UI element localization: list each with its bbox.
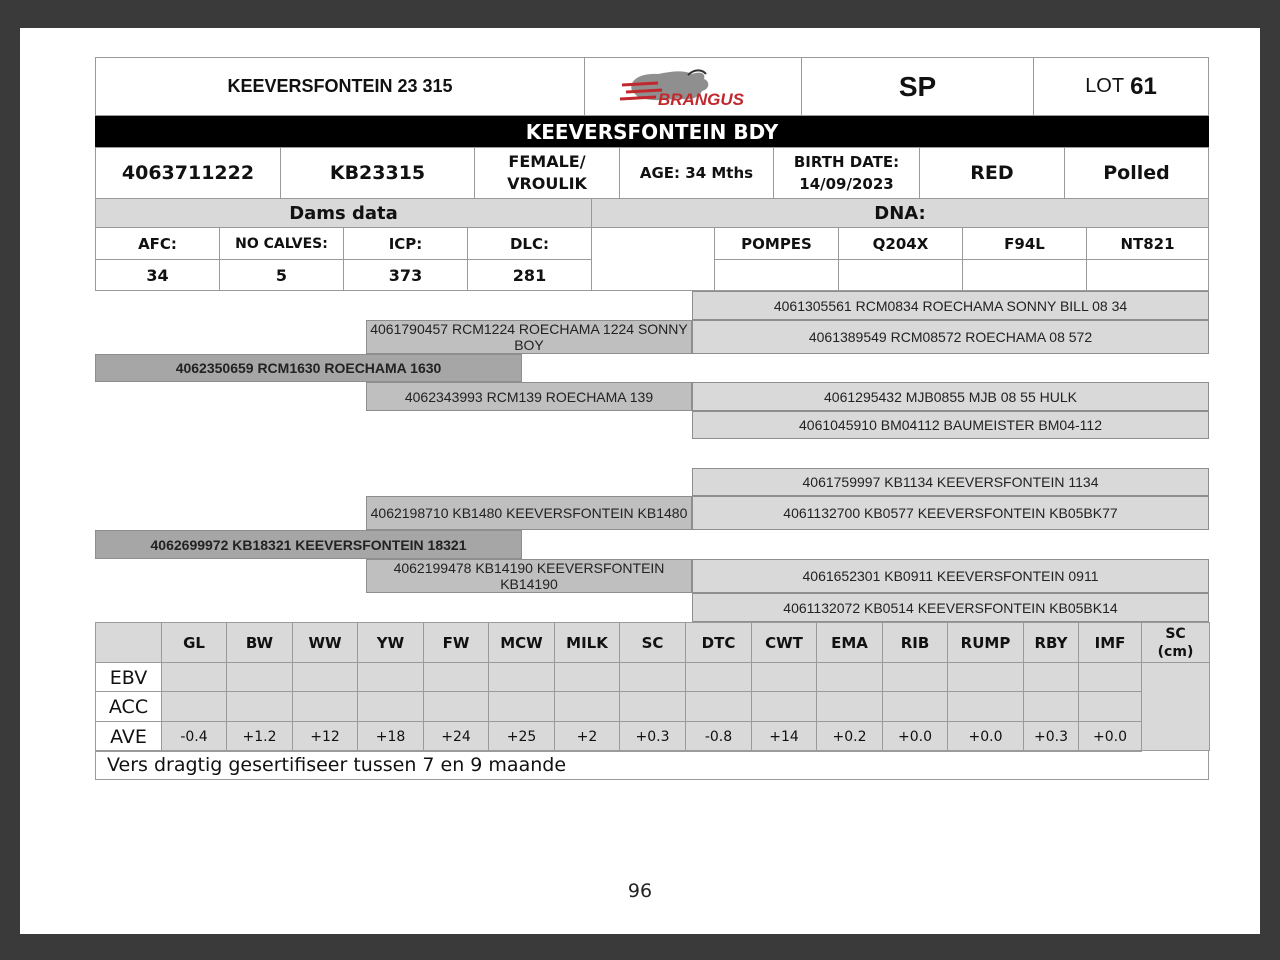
ebv-cell-ebv-ema bbox=[816, 662, 883, 693]
ebv-header-rib: RIB bbox=[882, 622, 948, 664]
pedigree-dd-dam: 4061132072 KB0514 KEEVERSFONTEIN KB05BK14 bbox=[692, 593, 1209, 622]
pedigree-sd-dam: 4061045910 BM04112 BAUMEISTER BM04-112 bbox=[692, 411, 1209, 439]
pedigree-ss-sire: 4061305561 RCM0834 ROECHAMA SONNY BILL 08 34 bbox=[692, 291, 1209, 320]
ebv-cell-ebv-mcw bbox=[488, 662, 555, 693]
ebv-cell-acc-rby bbox=[1023, 691, 1079, 723]
dna-title: DNA: bbox=[591, 198, 1209, 228]
birth-value: 14/09/2023 bbox=[799, 175, 894, 193]
dams-title: Dams data bbox=[95, 198, 592, 228]
pedigree-dam-dam: 4062199478 KB14190 KEEVERSFONTEIN KB14190 bbox=[366, 559, 692, 593]
ebv-cell-ebv-dtc bbox=[685, 662, 752, 693]
page-number: 96 bbox=[627, 880, 653, 902]
herd-code: KB23315 bbox=[280, 147, 475, 199]
ebv-header-ww: WW bbox=[292, 622, 358, 664]
ebv-cell-ebv-bw bbox=[226, 662, 293, 693]
ebv-cell-ebv-imf bbox=[1078, 662, 1142, 693]
dna-header-nt821: NT821 bbox=[1086, 227, 1209, 260]
ebv-cell-acc-rib bbox=[882, 691, 948, 723]
dams-value-icp: 373 bbox=[343, 259, 468, 291]
ebv-header-imf: IMF bbox=[1078, 622, 1142, 664]
birth-date bbox=[773, 147, 920, 199]
ebv-header-mcw: MCW bbox=[488, 622, 555, 664]
lot-label: LOT bbox=[1085, 75, 1125, 97]
pedigree-ss-dam: 4061389549 RCM08572 ROECHAMA 08 572 bbox=[692, 320, 1209, 354]
ebv-cell-ave-milk: +2 bbox=[554, 721, 620, 752]
pedigree-sire: 4062350659 RCM1630 ROECHAMA 1630 bbox=[95, 354, 522, 382]
ebv-header-milk: MILK bbox=[554, 622, 620, 664]
dna-value-pompes bbox=[714, 259, 839, 291]
ebv-cell-ave-ema: +0.2 bbox=[816, 721, 883, 752]
ebv-cell-ebv-cwt bbox=[751, 662, 817, 693]
ebv-cell-acc-milk bbox=[554, 691, 620, 723]
ebv-cell-ebv-rump bbox=[947, 662, 1024, 693]
ebv-cell-ave-rump: +0.0 bbox=[947, 721, 1024, 752]
ebv-row-label-acc: ACC bbox=[95, 691, 162, 723]
ebv-cell-acc-mcw bbox=[488, 691, 555, 723]
sc-header-line2: (cm) bbox=[1157, 644, 1194, 660]
logo-text: BRANGUS bbox=[658, 89, 744, 109]
dams-value-calves: 5 bbox=[219, 259, 344, 291]
dna-header-pompes: POMPES bbox=[714, 227, 839, 260]
dna-header-q204x: Q204X bbox=[838, 227, 963, 260]
ebv-cell-acc-cwt bbox=[751, 691, 817, 723]
ebv-cell-ave-rby: +0.3 bbox=[1023, 721, 1079, 752]
ebv-header-rump: RUMP bbox=[947, 622, 1024, 664]
dams-header-calves: NO CALVES: bbox=[219, 227, 344, 260]
pedigree-ds-dam: 4061132700 KB0577 KEEVERSFONTEIN KB05BK77 bbox=[692, 496, 1209, 530]
dams-header-icp: ICP: bbox=[343, 227, 468, 260]
ebv-cell-ebv-ww bbox=[292, 662, 358, 693]
ebv-header-sc: SC bbox=[619, 622, 686, 664]
ebv-cell-ebv-gl bbox=[161, 662, 227, 693]
ebv-header-sc-cm bbox=[1141, 622, 1210, 664]
ebv-cell-acc-sc bbox=[619, 691, 686, 723]
id-number: 4063711222 bbox=[95, 147, 281, 199]
ebv-cell-ave-dtc: -0.8 bbox=[685, 721, 752, 752]
ebv-cell-ave-gl: -0.4 bbox=[161, 721, 227, 752]
pedigree-sire-dam: 4062343993 RCM139 ROECHAMA 139 bbox=[366, 382, 692, 411]
ebv-cell-ave-sc: +0.3 bbox=[619, 721, 686, 752]
pedigree-sd-sire: 4061295432 MJB0855 MJB 08 55 HULK bbox=[692, 382, 1209, 411]
ebv-cell-ebv-rby bbox=[1023, 662, 1079, 693]
banner-name: KEEVERSFONTEIN BDY bbox=[95, 116, 1209, 147]
brangus-logo bbox=[584, 57, 802, 116]
ebv-header-corner bbox=[95, 622, 162, 664]
dams-header-dlc: DLC: bbox=[467, 227, 592, 260]
ebv-header-bw: BW bbox=[226, 622, 293, 664]
ebv-cell-ave-cwt: +14 bbox=[751, 721, 817, 752]
ebv-cell-acc-yw bbox=[357, 691, 424, 723]
sex-line1: FEMALE/ bbox=[508, 152, 586, 171]
ebv-cell-acc-imf bbox=[1078, 691, 1142, 723]
dams-value-dlc: 281 bbox=[467, 259, 592, 291]
pedigree-ds-sire: 4061759997 KB1134 KEEVERSFONTEIN 1134 bbox=[692, 468, 1209, 496]
ebv-row-label-ebv: EBV bbox=[95, 662, 162, 693]
dna-value-q204x bbox=[838, 259, 963, 291]
ebv-cell-ebv-fw bbox=[423, 662, 489, 693]
ebv-cell-acc-rump bbox=[947, 691, 1024, 723]
ebv-cell-ave-ww: +12 bbox=[292, 721, 358, 752]
ebv-cell-ave-rib: +0.0 bbox=[882, 721, 948, 752]
sex bbox=[474, 147, 620, 199]
ebv-cell-ave-yw: +18 bbox=[357, 721, 424, 752]
ebv-cell-acc-ema bbox=[816, 691, 883, 723]
ebv-header-rby: RBY bbox=[1023, 622, 1079, 664]
animal-title: KEEVERSFONTEIN 23 315 bbox=[95, 57, 585, 116]
dna-header-f94l: F94L bbox=[962, 227, 1087, 260]
lot-number: 61 bbox=[1130, 72, 1157, 100]
dna-blank bbox=[591, 227, 715, 291]
type-code: SP bbox=[801, 57, 1034, 116]
ebv-cell-acc-ww bbox=[292, 691, 358, 723]
ebv-header-gl: GL bbox=[161, 622, 227, 664]
ebv-header-yw: YW bbox=[357, 622, 424, 664]
ebv-cell-ave-fw: +24 bbox=[423, 721, 489, 752]
note-row: Vers dragtig gesertifiseer tussen 7 en 9 maande bbox=[95, 750, 1209, 780]
pedigree-dam-sire: 4062198710 KB1480 KEEVERSFONTEIN KB1480 bbox=[366, 496, 692, 530]
ebv-cell-ebv-milk bbox=[554, 662, 620, 693]
ebv-cell-ave-imf: +0.0 bbox=[1078, 721, 1142, 752]
sc-header-line1: SC bbox=[1165, 626, 1186, 642]
ebv-cell-ebv-yw bbox=[357, 662, 424, 693]
birth-label: BIRTH DATE: bbox=[793, 153, 900, 171]
ebv-header-fw: FW bbox=[423, 622, 489, 664]
ebv-cell-acc-fw bbox=[423, 691, 489, 723]
ebv-row-label-ave: AVE bbox=[95, 721, 162, 752]
ebv-cell-ave-bw: +1.2 bbox=[226, 721, 293, 752]
pedigree-sire-sire: 4061790457 RCM1224 ROECHAMA 1224 SONNY BOY bbox=[366, 320, 692, 354]
pedigree-dam: 4062699972 KB18321 KEEVERSFONTEIN 18321 bbox=[95, 530, 522, 559]
age: AGE: 34 Mths bbox=[619, 147, 774, 199]
ebv-cell-ebv-rib bbox=[882, 662, 948, 693]
ebv-cell-ave-mcw: +25 bbox=[488, 721, 555, 752]
lot-box bbox=[1033, 57, 1209, 116]
colour: RED bbox=[919, 147, 1065, 199]
horn-status: Polled bbox=[1064, 147, 1209, 199]
ebv-cell-acc-gl bbox=[161, 691, 227, 723]
ebv-cell-acc-dtc bbox=[685, 691, 752, 723]
dna-value-f94l bbox=[962, 259, 1087, 291]
ebv-header-dtc: DTC bbox=[685, 622, 752, 664]
ebv-cell-ebv-sc bbox=[619, 662, 686, 693]
dams-header-afc: AFC: bbox=[95, 227, 220, 260]
ebv-cell-acc-bw bbox=[226, 691, 293, 723]
ebv-sc-cm-values bbox=[1141, 662, 1210, 751]
ebv-header-cwt: CWT bbox=[751, 622, 817, 664]
ebv-header-ema: EMA bbox=[816, 622, 883, 664]
dna-value-nt821 bbox=[1086, 259, 1209, 291]
bull-logo-icon bbox=[618, 65, 768, 109]
sex-line2: VROULIK bbox=[507, 174, 587, 193]
pedigree-dd-sire: 4061652301 KB0911 KEEVERSFONTEIN 0911 bbox=[692, 559, 1209, 593]
dams-value-afc: 34 bbox=[95, 259, 220, 291]
